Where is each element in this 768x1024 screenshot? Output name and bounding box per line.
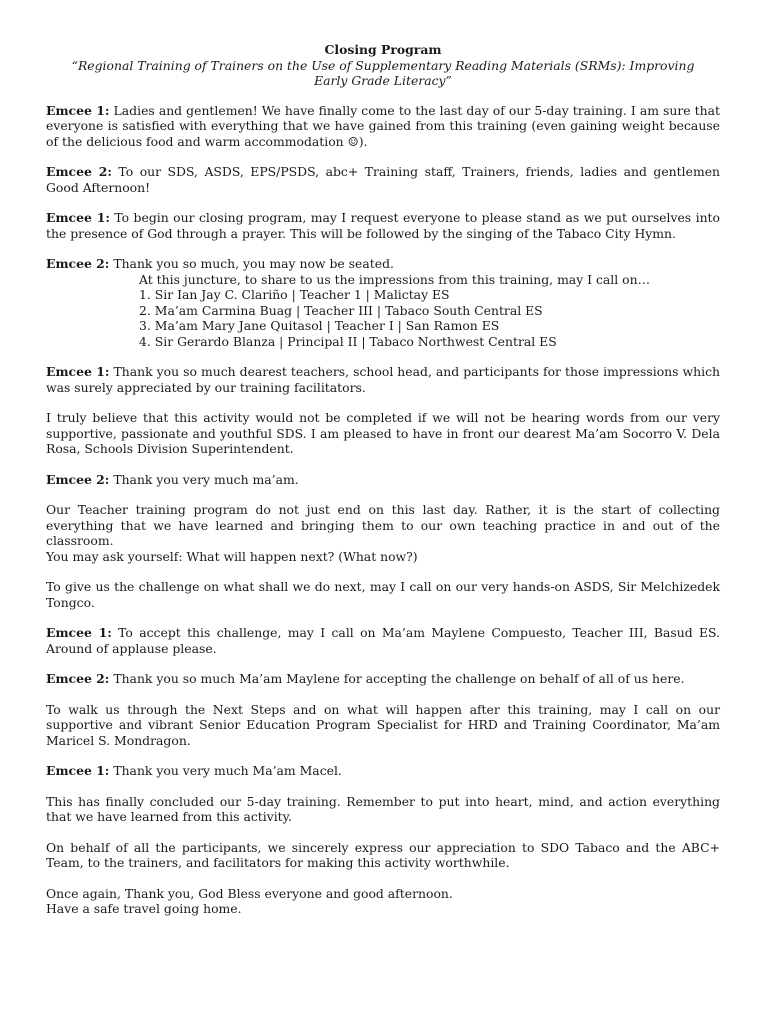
paragraph-emcee2-maylene [46, 671, 720, 687]
speaker-label: Emcee 2: [46, 256, 110, 271]
paragraph-text: Thank you so much, you may now be seated. [109, 256, 394, 271]
speaker-label: Emcee 1: [46, 364, 110, 379]
paragraph-text: Thank you very much ma’am. [109, 471, 299, 487]
paragraph-safe-travel: Have a safe travel going home. [46, 901, 242, 916]
speaker-label: Emcee 2: [46, 164, 112, 179]
impressions-speaker-list [46, 287, 720, 349]
list-item: 4. Sir Gerardo Blanza | Principal II | Tabaco Northwest Central ES [139, 333, 557, 349]
paragraph-text: Thank you very much Ma’am Macel. [109, 763, 342, 778]
speaker-label: Emcee 2: [46, 471, 110, 487]
impressions-intro: At this juncture, to share to us the impressions from this training, may I call on… [139, 271, 650, 287]
speaker-label: Emcee 1: [46, 625, 112, 640]
paragraph-training-program: Our Teacher training program do not just end on this last day. Rather, it is the start of collecting everything that we have learned and bringing them to our own teaching practice in and out of the classroom. [46, 502, 720, 548]
paragraph-emcee1-thanks [46, 364, 720, 395]
speaker-label: Emcee 2: [46, 671, 110, 686]
speaker-label: Emcee 1: [46, 210, 110, 225]
paragraph-concluded: This has finally concluded our 5-day training. Remember to put into heart, mind, and action everything that we have learned from this activity. [46, 793, 720, 824]
paragraph-emcee2-seated [46, 256, 720, 272]
paragraph-challenge: To give us the challenge on what shall we do next, may I call on our very hands-on ASDS, Sir Melchizedek Tongco. [46, 579, 720, 610]
paragraph-emcee1-macel [46, 763, 720, 779]
paragraph-emcee1-prayer [46, 210, 720, 241]
paragraph-emcee2-greeting [46, 164, 720, 195]
paragraph-emcee1-welcome [46, 103, 720, 150]
paragraph-sds-intro: I truly believe that this activity would not be completed if we will not be hearing words from our very supportive, passionate and youthful SDS. I am pleased to have in front our dearest Ma’am Socorro V. Dela Rosa, Schools Division Superintendent. [46, 410, 720, 456]
speaker-label: Emcee 1: [46, 102, 110, 118]
document-title: Closing Program [324, 42, 442, 57]
paragraph-text: Thank you so much Ma’am Maylene for accepting the challenge on behalf of all of us here. [109, 671, 685, 686]
paragraph-appreciation: On behalf of all the participants, we sincerely express our appreciation to SDO Tabaco and the ABC+ Team, to the trainers, and facilitators for making this activity worthwhile. [46, 839, 720, 870]
paragraph-emcee2-thanks-maam [46, 472, 720, 488]
paragraph-text: To our SDS, ASDS, EPS/PSDS, abc+ Training staff, Trainers, friends, ladies and gentlemen Good Afternoon! [46, 164, 721, 195]
paragraph-text: To accept this challenge, may I call on Ma’am Maylene Compuesto, Teacher III, Basud ES. Around of applause please. [46, 625, 721, 656]
list-item: 2. Ma’am Carmina Buag | Teacher III | Tabaco South Central ES [139, 302, 543, 318]
paragraph-text: Ladies and gentlemen! We have finally come to the last day of our 5-day training. I am sure that everyone is satisfied with everything that we have gained from this training (even gaining weight because of the delicious food and warm accommodation ☺). [46, 102, 720, 149]
document-page [46, 42, 720, 932]
paragraph-text: Thank you so much dearest teachers, school head, and participants for those impressions which was surely appreciated by our training facilitators. [46, 364, 721, 395]
speaker-label: Emcee 1: [46, 763, 110, 778]
paragraph-next-steps: To walk us through the Next Steps and on what will happen after this training, may I call on our supportive and vibrant Senior Education Program Specialist for HRD and Training Coordinator, Ma’am Maricel S. Mondragon. [46, 701, 720, 748]
paragraph-text: To begin our closing program, may I request everyone to please stand as we put ourselves into the presence of God through a prayer. This will be followed by the singing of the Tabaco City Hymn. [46, 210, 720, 241]
paragraph-thank-you: Once again, Thank you, God Bless everyone and good afternoon. [46, 885, 453, 901]
list-item: 1. Sir Ian Jay C. Clariño | Teacher 1 | Malictay ES [139, 287, 450, 302]
list-item: 3. Ma’am Mary Jane Quitasol | Teacher I | San Ramon ES [139, 318, 500, 333]
document-subtitle: “Regional Training of Trainers on the Use of Supplementary Reading Materials (SRMs): Improving Early Grade Literacy” [71, 57, 695, 88]
paragraph-emcee1-accept [46, 625, 720, 656]
paragraph-what-next: You may ask yourself: What will happen next? (What now?) [46, 548, 418, 564]
